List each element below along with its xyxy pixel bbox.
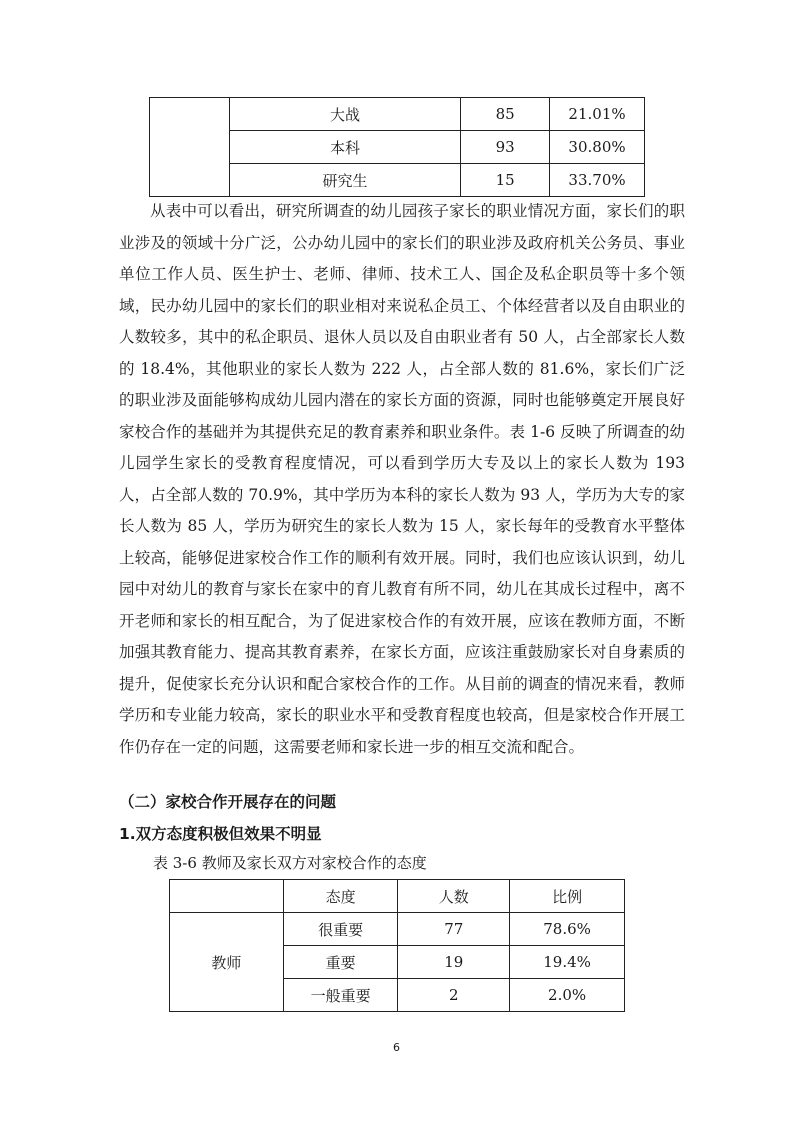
header-cell <box>170 880 284 913</box>
count-cell: 85 <box>461 98 550 131</box>
group-label-cell: 教师 <box>170 913 284 1012</box>
table-caption: 表 3-6 教师及家长双方对家校合作的态度 <box>153 854 427 872</box>
header-cell: 人数 <box>398 880 510 913</box>
merged-category-cell <box>150 98 230 197</box>
table-row <box>150 98 645 131</box>
header-cell: 比例 <box>510 880 625 913</box>
percentage-cell: 19.4% <box>510 946 625 979</box>
count-cell: 19 <box>398 946 510 979</box>
percentage-cell: 78.6% <box>510 913 625 946</box>
attitude-table <box>169 879 625 1012</box>
sub-heading: 1.双方态度积极但效果不明显 <box>119 825 322 843</box>
percentage-cell: 2.0% <box>510 979 625 1012</box>
page-number: 6 <box>393 1041 400 1054</box>
table-row <box>170 913 625 946</box>
count-cell: 93 <box>461 131 550 164</box>
count-cell: 2 <box>398 979 510 1012</box>
percentage-cell: 33.70% <box>550 164 645 197</box>
section-heading: （二）家校合作开展存在的问题 <box>119 793 337 811</box>
education-label-cell: 大战 <box>229 98 460 131</box>
attitude-cell: 一般重要 <box>283 979 398 1012</box>
percentage-cell: 21.01% <box>550 98 645 131</box>
body-paragraph: 从表中可以看出，研究所调查的幼儿园孩子家长的职业情况方面，家长们的职业涉及的领域十分广泛，公办幼儿园中的家长们的职业涉及政府机关公务员、事业单位工作人员、医生护士、老师、律师、技术工人、国企及私企职员等十多个领域，民办幼儿园中的家长们的职业相对来说私企员工、个体经营者以及自由职业的人数较多，其中的私企职员、退休人员以及自由职业者有 50 人，占全部家长人数的 18.4%，其他职业的家长人数为 222 人，占全部人数的 81.6%，家长们广泛的职业涉及面能够构成幼儿园内潜在的家长方面的资源，同时也能够奠定开展良好家校合作的基础并为其提供充足的教育素养和职业条件。表 1-6 反映了所调查的幼儿园学生家长的受教育程度情况，可以看到学历大专及以上的家长人数为 193 人，占全部人数的 70.9%，其中学历为本科的家长人数为 93 人，学历为大专的家长人数为 85 人，学历为研究生的家长人数为 15 人，家长每年的受教育水平整体上较高，能够促进家校合作工作的顺利有效开展。同时，我们也应该认识到，幼儿园中对幼儿的教育与家长在家中的育儿教育有所不同，幼儿在其成长过程中，离不开老师和家长的相互配合，为了促进家校合作的有效开展，应该在教师方面，不断加强其教育能力、提高其教育素养，在家长方面，应该注重鼓励家长对自身素质的提升，促使家长充分认识和配合家校合作的工作。从目前的调查的情况来看，教师学历和专业能力较高，家长的职业水平和受教育程度也较高，但是家校合作开展工作仍存在一定的问题，这需要老师和家长进一步的相互交流和配合。 <box>119 202 685 756</box>
count-cell: 15 <box>461 164 550 197</box>
education-label-cell: 本科 <box>229 131 460 164</box>
count-cell: 77 <box>398 913 510 946</box>
percentage-cell: 30.80% <box>550 131 645 164</box>
header-cell: 态度 <box>283 880 398 913</box>
attitude-cell: 重要 <box>283 946 398 979</box>
table-header-row <box>170 880 625 913</box>
attitude-cell: 很重要 <box>283 913 398 946</box>
education-label-cell: 研究生 <box>229 164 460 197</box>
education-level-table <box>149 97 645 197</box>
